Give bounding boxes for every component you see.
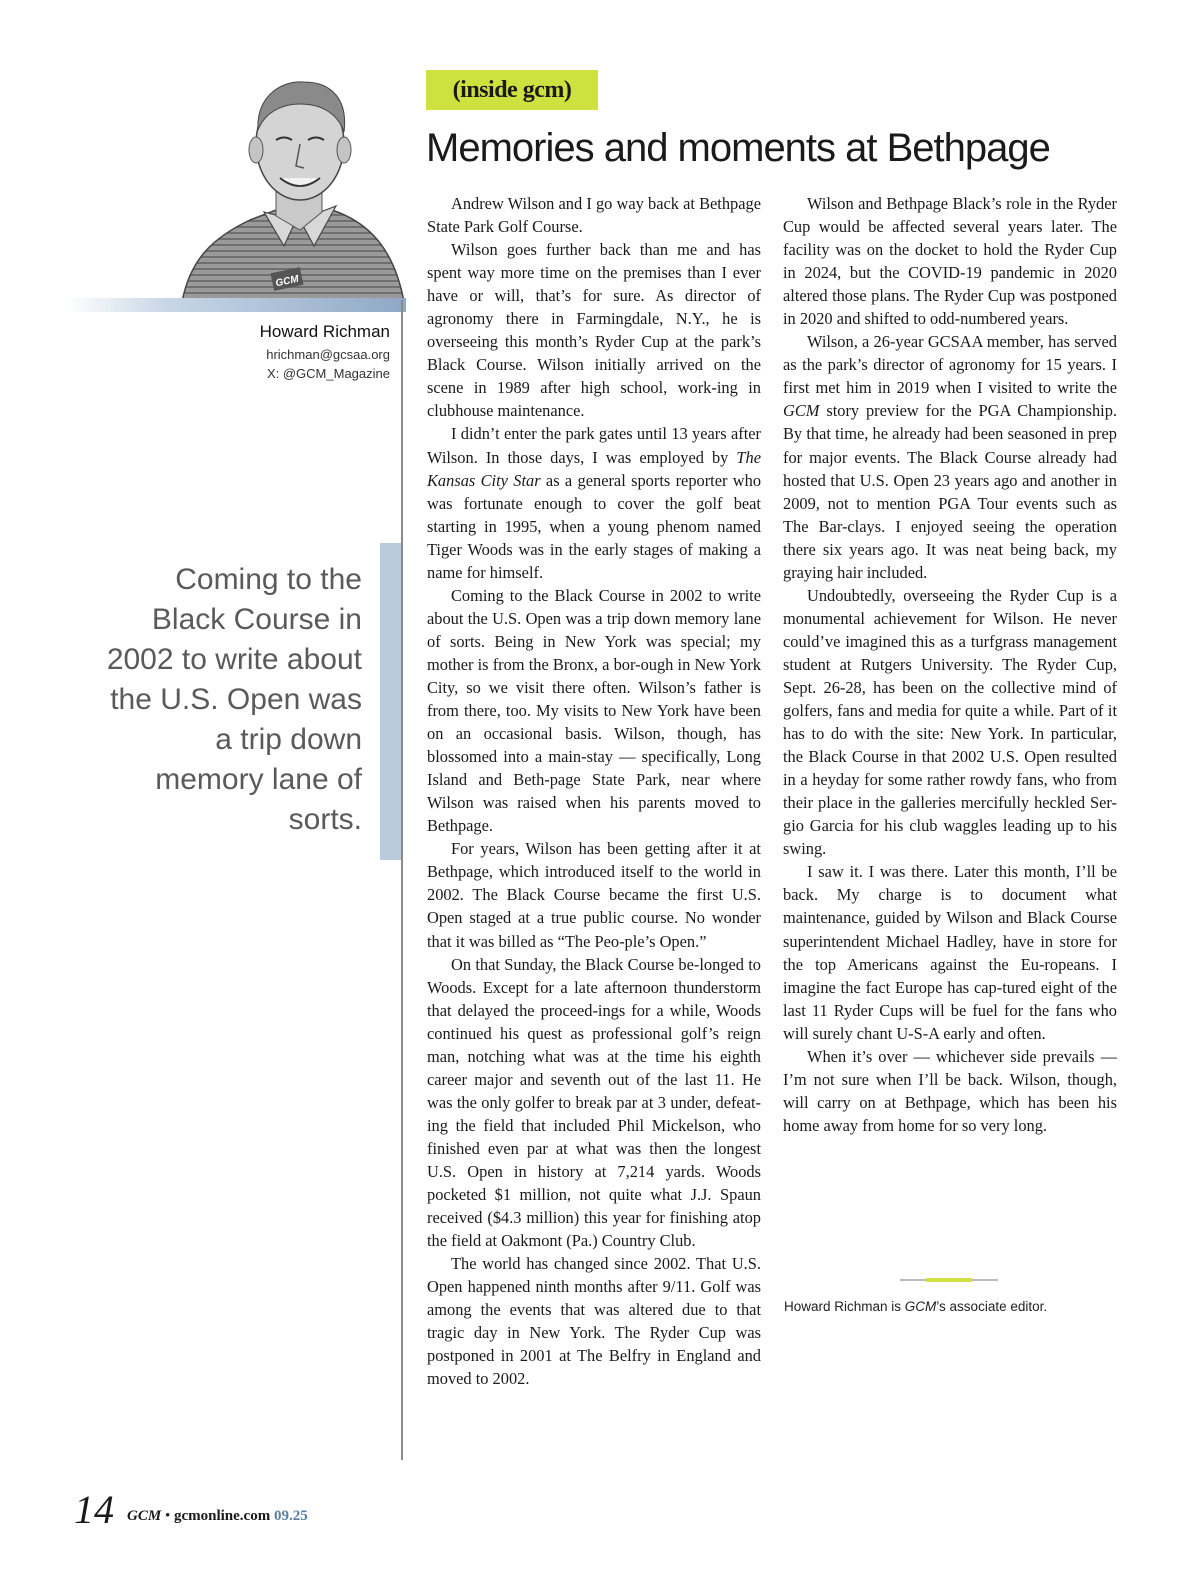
author-bio: Howard Richman is GCM’s associate editor. xyxy=(784,1299,1048,1314)
pull-quote-accent-bar xyxy=(380,543,401,860)
folio-magazine: GCM xyxy=(127,1508,162,1524)
folio-line xyxy=(127,1508,308,1525)
folio-issue: 09.25 xyxy=(273,1508,308,1524)
author-name: Howard Richman xyxy=(259,322,390,341)
publication-title: GCM xyxy=(783,401,820,421)
section-tag: (inside gcm) xyxy=(426,70,598,110)
shirt-logo-text: GCM xyxy=(274,273,300,290)
author-social-handle[interactable]: X: @GCM_Magazine xyxy=(266,366,390,381)
folio-separator: • xyxy=(164,1508,171,1524)
paragraph: Coming to the Black Course in 2002 to write about the U.S. Open was a trip down memory lane of sorts. Being in New York was special; my mother is from the Bronx, a bor-ough in New York City, so we visit there often. Wilson’s father is from there, too. My visits to New York have been on an occasional basis. Wilson, though, has blossomed into a main-stay — specifically, Long Island and Beth-page State Park, near where Wilson was raised when his parents moved to Bethpage. xyxy=(427,585,761,836)
paragraph: On that Sunday, the Black Course be-longed to Woods. Except for a late afternoon thunderstorm that delayed the proceed-ings for a while, Woods continued his quest as professional golf’s reign man, notching what was at the time his eighth career major and seventh out of the last 11. He was the only golfer to break par at 3 under, defeat-ing the field that included Phil Mickelson, who finished even par at what was then the longest U.S. Open in history at 7,214 yards. Woods pocketed $1 million, not quite what J.J. Spaun received ($4.3 million) this year for finishing atop the field at Oakmont (Pa.) Country Club. xyxy=(427,954,761,1251)
author-email[interactable]: hrichman@gcsaa.org xyxy=(266,347,390,362)
paragraph: For years, Wilson has been getting after it at Bethpage, which introduced itself to the world in 2002. The Black Course became the first U.S. Open staged at a true public course. No wonder that it was billed as “The Peo-ple’s Open.” xyxy=(427,839,761,951)
article-column-right xyxy=(783,192,1117,1137)
author-divider-bar xyxy=(66,298,406,312)
headline: Memories and moments at Bethpage xyxy=(426,126,1050,170)
paragraph: When it’s over — whichever side prevails — I’m not sure when I’ll be back. Wilson, though, will carry on at Bethpage, which has been his home away from home for so very long. xyxy=(783,1046,1117,1135)
paragraph: Andrew Wilson and I go way back at Bethpage State Park Golf Course. xyxy=(427,194,761,237)
paragraph: Wilson, a 26-year GCSAA member, has served as the park’s director of agronomy for 15 years. I first met him in 2019 when I visited to write the GCM story preview for the PGA Championship. By that time, he already had been seasoned in prep for major events. The Black Course already had hosted that U.S. Open 23 years ago and another in 2009, not to mention PGA Tour events such as The Bar-clays. I enjoyed seeing the operation there six years ago. It was neat being back, my graying hair included. xyxy=(783,332,1117,582)
article-end-mark xyxy=(900,1278,998,1281)
folio-website[interactable]: gcmonline.com xyxy=(173,1508,271,1524)
page-number: 14 xyxy=(74,1487,114,1532)
paragraph: I saw it. I was there. Later this month, I’ll be back. My charge is to document what maintenance, guided by Wilson and Black Course superintendent Michael Hadley, have in store for the top Americans against the Eu-ropeans. I imagine the fact Europe has cap-tured eight of the last 11 Ryder Cups will be fuel for the fans who will surely chant U-S-A early and often. xyxy=(783,862,1117,1043)
paragraph: I didn’t enter the park gates until 13 years after Wilson. In those days, I was employed by The Kansas City Star as a general sports reporter who was fortunate enough to cover the golf beat starting in 1995, when a young phenom named Tiger Woods was in the early stages of making a name for himself. xyxy=(427,424,762,582)
author-photo xyxy=(172,70,410,302)
column-divider xyxy=(401,300,403,1460)
paragraph: Undoubtedly, overseeing the Ryder Cup is a monumental achievement for Wilson. He never could’ve imagined this as a turfgrass management student at Rutgers University. The Ryder Cup, Sept. 26-28, has been on the collective mind of golfers, fans and media for quite a while. Part of it has to do with the site: New York. In particular, the Black Course in that 2002 U.S. Open resulted in a heyday for some rather rowdy fans, who from their place in the galleries mercifully heckled Ser-gio Garcia for his club waggles leading up to his swing. xyxy=(783,585,1117,859)
paragraph: The world has changed since 2002. That U.S. Open happened ninth months after 9/11. Golf was among the events that was altered due to that tragic day in New York. The Ryder Cup was postponed in 2001 at The Belfry in England and moved to 2002. xyxy=(427,1254,761,1389)
article-column-left xyxy=(427,192,761,1390)
publication-title: The Kansas City Star xyxy=(427,447,761,490)
pull-quote: Coming to the Black Course in 2002 to write about the U.S. Open was a trip down memory lane of sorts. xyxy=(106,563,362,836)
author-portrait-illustration xyxy=(172,70,410,302)
paragraph: Wilson goes further back than me and has spent way more time on the premises than I ever have or will, that’s for sure. As director of agronomy there in Farmingdale, N.Y., he is overseeing this month’s Ryder Cup at the park’s Black Course. Wilson initially arrived on the scene in 1989 after high school, work-ing in clubhouse maintenance. xyxy=(427,240,761,421)
paragraph: Wilson and Bethpage Black’s role in the Ryder Cup would be affected several years later. The facility was on the docket to hold the Ryder Cup in 2024, but the COVID-19 pandemic in 2020 altered those plans. The Ryder Cup was postponed in 2020 and shifted to odd-numbered years. xyxy=(783,194,1117,329)
